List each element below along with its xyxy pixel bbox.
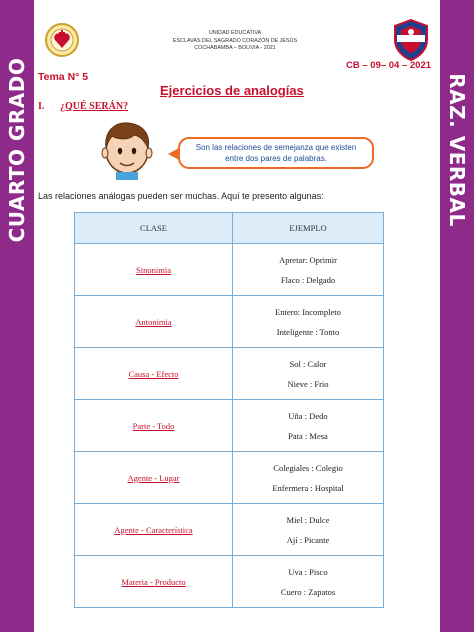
table-row xyxy=(75,348,384,400)
example-2: Nieve : Frio xyxy=(287,378,329,389)
clase-cell xyxy=(75,244,233,296)
table-row xyxy=(75,244,384,296)
header-line-2: ESCLAVAS DEL SAGRADO CORAZÓN DE JESÚS xyxy=(172,37,298,44)
clase-cell xyxy=(75,452,233,504)
example-2: Flaco : Delgado xyxy=(280,274,336,285)
example-1: Uva : Pisco xyxy=(288,566,328,577)
clase-cell xyxy=(75,556,233,608)
school-header xyxy=(110,30,360,53)
example-2: Enfermera : Hospital xyxy=(272,482,344,493)
clase-label: Agente - Característica xyxy=(114,524,193,535)
speech-bubble: Son las relaciones de semejanza que existen entre dos pares de palabras. xyxy=(178,137,374,169)
right-side-band xyxy=(440,0,474,632)
page-title: Ejercicios de analogías xyxy=(160,83,304,98)
school-shield-logo-icon xyxy=(392,18,430,62)
table-row xyxy=(75,556,384,608)
column-header-ejemplo: EJEMPLO xyxy=(233,213,384,244)
ejemplo-cell xyxy=(233,400,384,452)
example-2: Cuero : Zapatos xyxy=(280,586,336,597)
table-row xyxy=(75,400,384,452)
ejemplo-cell xyxy=(233,244,384,296)
clase-cell xyxy=(75,504,233,556)
table-header-row xyxy=(75,213,384,244)
example-1: Entero: Incompleto xyxy=(275,306,341,317)
clase-label: Parte - Todo xyxy=(132,420,175,431)
left-side-band xyxy=(0,0,34,632)
table-row xyxy=(75,296,384,348)
example-1: Apretar: Oprimir xyxy=(279,254,337,265)
example-2: Ají : Picante xyxy=(286,534,330,545)
ejemplo-cell xyxy=(233,348,384,400)
column-header-clase: CLASE xyxy=(75,213,233,244)
analogies-table xyxy=(74,212,384,608)
intro-text: Las relaciones análogas pueden ser muchas. Aquí te presento algunas: xyxy=(38,191,324,201)
grade-label: CUARTO GRADO xyxy=(5,57,29,243)
example-1: Miel : Dulce xyxy=(286,514,330,525)
header-line-3: COCHABAMBA – BOLIVIA - 2021 xyxy=(194,45,276,51)
clase-label: Causa - Efecto xyxy=(128,368,179,379)
ejemplo-cell xyxy=(233,556,384,608)
example-2: Pata : Mesa xyxy=(288,430,328,441)
sacred-heart-logo-icon xyxy=(44,22,80,58)
header-line-1: UNIDAD EDUCATIVA xyxy=(208,30,262,36)
table-row xyxy=(75,452,384,504)
clase-label: Materia - Producto xyxy=(121,576,186,587)
clase-cell xyxy=(75,348,233,400)
example-2: Inteligente : Tonto xyxy=(276,326,340,337)
subject-label: RAZ. VERBAL xyxy=(445,73,469,227)
section-title: ¿QUÉ SERÁN? xyxy=(60,101,129,112)
ejemplo-cell xyxy=(233,452,384,504)
clase-label: Antonimia xyxy=(135,316,172,327)
ejemplo-cell xyxy=(233,296,384,348)
table-row xyxy=(75,504,384,556)
clase-label: Agente - Lugar xyxy=(127,472,180,483)
boy-character-icon xyxy=(96,118,158,180)
clase-cell xyxy=(75,400,233,452)
example-1: Sol : Calor xyxy=(289,358,327,369)
topic-number: Tema N° 5 xyxy=(38,71,89,83)
example-1: Uña : Dedo xyxy=(288,410,328,421)
section-numeral: I. xyxy=(38,101,45,112)
document-date: CB – 09– 04 – 2021 xyxy=(346,60,432,71)
ejemplo-cell xyxy=(233,504,384,556)
clase-label: Sinonimia xyxy=(136,264,171,275)
clase-cell xyxy=(75,296,233,348)
example-1: Colegiales : Colegio xyxy=(273,462,343,473)
